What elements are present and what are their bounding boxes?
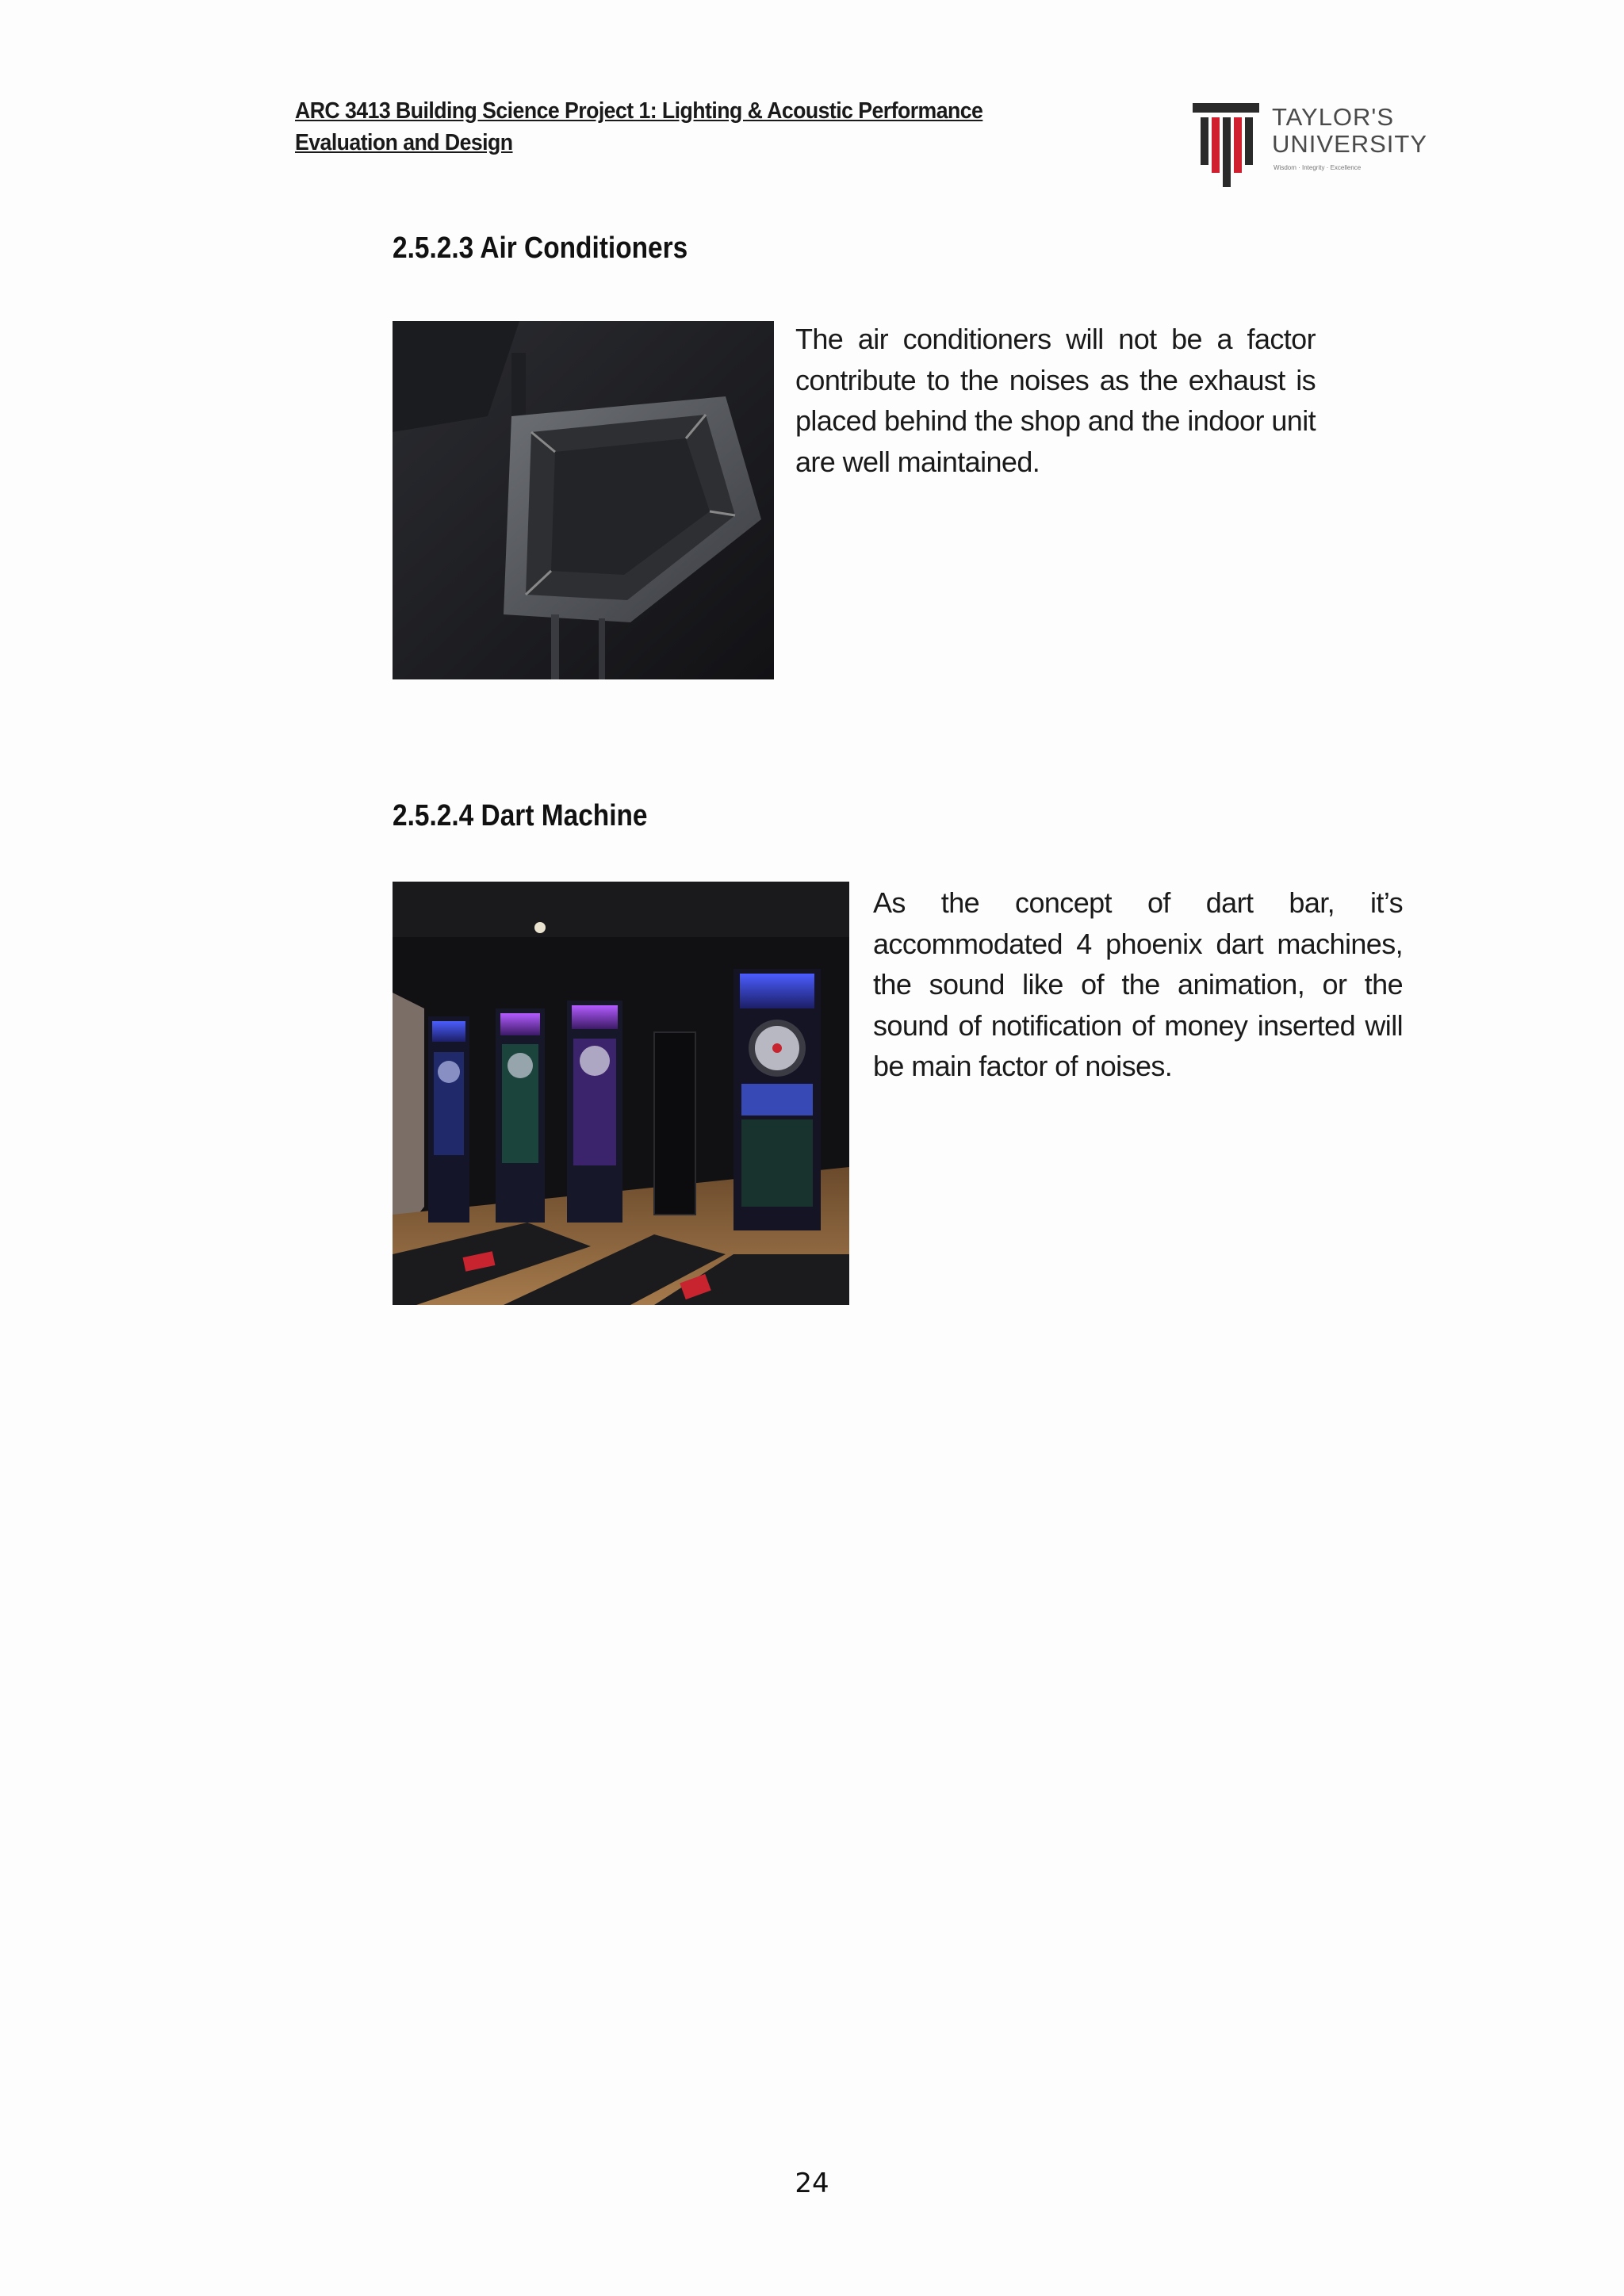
header-title-line-1: ARC 3413 Building Science Project 1: Lighting & Acoustic Performance	[295, 98, 983, 124]
air-conditioner-image	[393, 321, 774, 679]
air-conditioners-paragraph: The air conditioners will not be a factor contribute to the noises as the exhaust is placed behind the shop and the indoor unit are well maintained.	[795, 323, 1316, 478]
logo-text-line-2: UNIVERSITY	[1272, 130, 1427, 158]
dart-machine-photo	[393, 882, 849, 1305]
section-heading-dart-machine: 2.5.2.4 Dart Machine	[393, 799, 648, 832]
dart-machine-paragraph: As the concept of dart bar, it’s accommodated 4 phoenix dart machines, the sound like of the animation, or the sound of notification of money inserted will be main factor of noises.	[873, 886, 1403, 1082]
air-conditioner-photo	[393, 321, 774, 679]
logo-text-line-1: TAYLOR'S	[1272, 103, 1395, 131]
header-title-line-2: Evaluation and Design	[295, 130, 513, 155]
taylors-university-logo	[1189, 100, 1427, 189]
logo-tagline: Wisdom · Integrity · Excellence	[1274, 164, 1362, 171]
section-heading-air-conditioners: 2.5.2.3 Air Conditioners	[393, 232, 688, 265]
page-number: 24	[795, 2168, 829, 2199]
dart-machines-image	[393, 882, 849, 1305]
document-header-title	[295, 95, 1010, 159]
university-crest-icon	[1193, 103, 1259, 187]
